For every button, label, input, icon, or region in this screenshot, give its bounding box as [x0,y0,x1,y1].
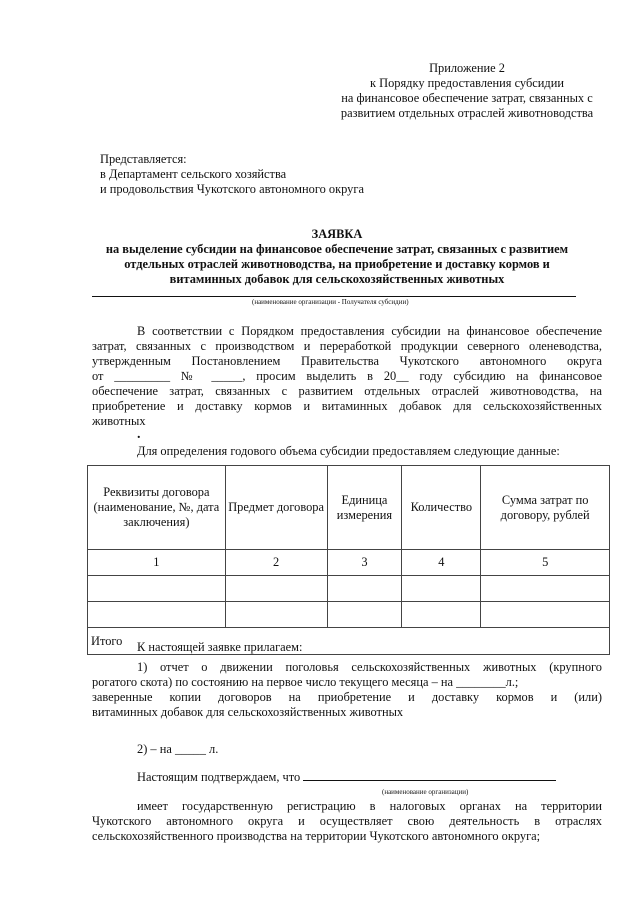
table-header-row [88,466,610,550]
paragraph-line: затрат, связанных с производством и переработкой продукции северного оленеводства, [92,339,602,353]
presented-line: Представляется: [100,152,187,166]
table-cell [225,602,327,628]
recipient-caption: (наименование организации - Получателя субсидии) [252,298,409,306]
appendix-line: развитием отдельных отраслей животноводства [340,106,594,120]
paragraph-line: обеспечение затрат, связанных с развитием отдельных отраслей животноводства, на [92,384,602,398]
title-line: отдельных отраслей животноводства, на приобретение и доставку кормов и [124,257,550,271]
attachment-line: 1) отчет о движении поголовья сельскохозяйственных животных (крупного [137,660,602,674]
table-cell [327,602,402,628]
request-paragraph [92,324,602,429]
attachment-item-1 [92,660,602,720]
column-number: 4 [402,550,481,576]
column-header: Сумма затрат по договору, рублей [481,466,610,550]
confirmation-paragraph-line: сельскохозяйственного производства на территории Чукотского автономного округа; [92,829,541,843]
attachment-line: 2) – на _____ л. [137,742,219,756]
column-number: 5 [481,550,610,576]
column-header: Количество [402,466,481,550]
bullet-dot: . [137,427,141,442]
title-heading: ЗАЯВКА [311,227,363,241]
table-cell [225,576,327,602]
appendix-line: Приложение 2 [429,61,505,75]
appendix-line: на финансовое обеспечение затрат, связанных с [341,91,593,105]
recipient-name-line [92,296,576,297]
attachment-line: витаминных добавок для сельскохозяйственных животных [92,705,404,719]
table-cell [88,602,226,628]
column-number: 3 [327,550,402,576]
column-number: 1 [88,550,226,576]
column-header: Реквизиты договора (наименование, №, дата заключения) [88,466,226,550]
column-header: Предмет договора [225,466,327,550]
confirmation-paragraph-line: Чукотского автономного округа и осуществляет свою деятельность в отраслях [92,814,602,828]
table-row [88,602,610,628]
document-title [92,227,582,287]
presented-line: в Департамент сельского хозяйства [100,167,287,181]
column-header: Единица измерения [327,466,402,550]
table-intro: Для определения годового объема субсидии предоставляем следующие данные: [137,444,560,458]
table-cell [481,602,610,628]
column-number: 2 [225,550,327,576]
paragraph-line: приобретение и доставку кормов и витаминных добавок для сельскохозяйственных [92,399,602,413]
table-cell [402,602,481,628]
organization-caption: (наименование организации) [382,788,469,796]
title-line: на выделение субсидии на финансовое обеспечение затрат, связанных с развитием [105,242,569,256]
confirmation-paragraph [92,799,602,844]
attachment-line: заверенные копии договоров на приобретение и доставку кормов и (или) [92,690,602,704]
paragraph-line: утвержденным Постановлением Правительства Чукотского автономного округа [92,354,602,368]
total-label: Итого [88,628,610,655]
table-cell [327,576,402,602]
paragraph-line: от _________ № _____, просим выделить в 20__ году субсидию на финансовое [92,369,602,383]
confirmation-line [137,770,556,785]
title-line: витаминных добавок для сельскохозяйственных животных [169,272,505,286]
attachments-heading: К настоящей заявке прилагаем: [137,640,303,654]
column-number-row [88,550,610,576]
presented-line: и продовольствия Чукотского автономного округа [100,182,364,196]
confirmation-text: Настоящим подтверждаем, что [137,770,301,784]
confirmation-paragraph-line: имеет государственную регистрацию в налоговых органах на территории [137,799,602,813]
data-table [87,465,610,655]
paragraph-line: животных [92,414,146,428]
appendix-line: к Порядку предоставления субсидии [370,76,564,90]
table-cell [88,576,226,602]
attachment-item-2 [92,742,602,757]
table-cell [481,576,610,602]
attachment-line: рогатого скота) по состоянию на первое число текущего месяца – на ________л.; [92,675,519,689]
paragraph-line: В соответствии с Порядком предоставления субсидии на финансовое обеспечение [137,324,602,338]
table-cell [402,576,481,602]
presented-block [100,152,430,197]
appendix-block [332,61,602,121]
table-row [88,576,610,602]
organization-name-line [303,770,556,781]
